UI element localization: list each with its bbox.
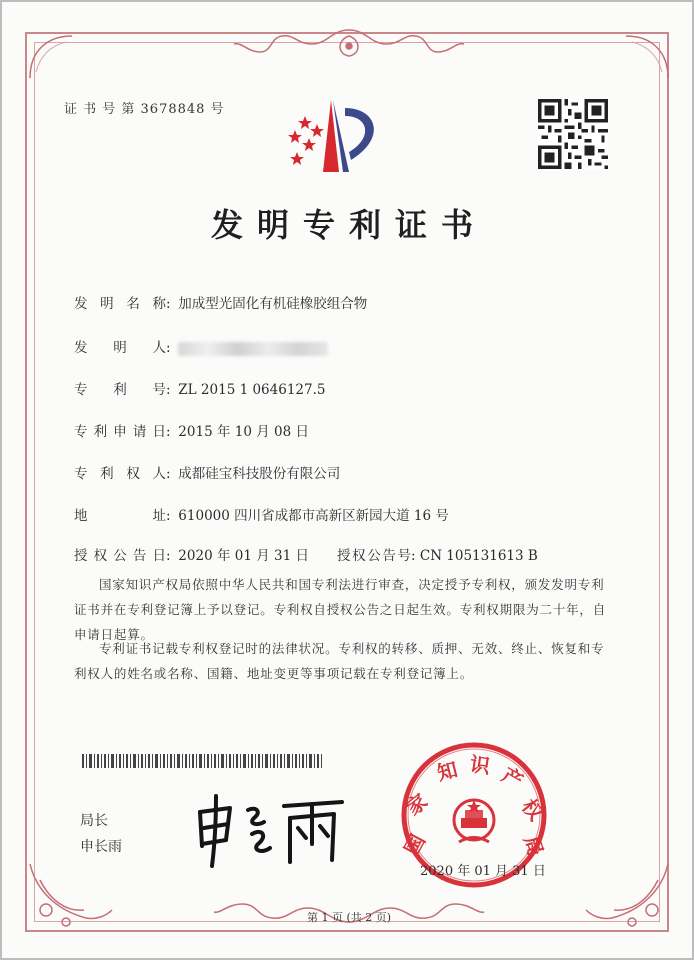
patentee-value: 成都硅宝科技股份有限公司 — [178, 466, 341, 482]
patent-number-row: 专利号: ZL 2015 1 0646127.5 — [74, 378, 325, 398]
barcode-icon — [82, 754, 322, 768]
invention-name-row: 发明名称: 加成型光固化有机硅橡胶组合物 — [74, 292, 367, 312]
invention-name-value: 加成型光固化有机硅橡胶组合物 — [178, 296, 368, 312]
grant-number-row: 授权公告号: CN 105131613 B — [337, 544, 538, 564]
inventor-value-redacted — [178, 342, 328, 356]
filing-date-value: 2015 年 10 月 08 日 — [178, 424, 309, 440]
address-row: 地址: 610000 四川省成都市高新区新园大道 16 号 — [74, 504, 449, 524]
top-ornament — [232, 26, 466, 60]
qr-code-icon — [538, 99, 608, 169]
statement-paragraph-2: 专利证书记载专利权登记时的法律状况。专利权的转移、质押、无效、终止、恢复和专利权人的姓名或名称、国籍、地址变更等事项记载在专利登记簿上。 — [74, 641, 605, 681]
cnipa-logo-icon — [287, 94, 397, 176]
filing-date-row: 专利申请日: 2015 年 10 月 08 日 — [74, 420, 309, 440]
svg-text:权: 权 — [516, 794, 549, 825]
grant-date-value: 2020 年 01 月 31 日 — [178, 548, 309, 564]
director-title: 局长 — [80, 813, 108, 829]
patentee-label: 专利权人 — [74, 466, 166, 482]
inventor-label: 发明人 — [74, 340, 166, 356]
director-name: 申长雨 — [80, 839, 122, 855]
svg-text:产: 产 — [497, 762, 528, 794]
svg-text:局: 局 — [519, 832, 549, 860]
address-value: 610000 四川省成都市高新区新园大道 16 号 — [178, 508, 449, 524]
certificate-number: 证 书 号 第 3678848 号 — [64, 102, 225, 117]
grant-number-label: 授权公告号 — [337, 548, 411, 564]
svg-text:知: 知 — [434, 757, 460, 786]
corner-ornament-tr — [622, 32, 672, 82]
grant-date-label: 授权公告日 — [74, 548, 166, 564]
invention-name-label: 发明名称 — [74, 296, 166, 312]
grant-date-row: 授权公告日: 2020 年 01 月 31 日 — [74, 544, 309, 564]
page-number: 第 1 页 (共 2 页) — [306, 911, 392, 924]
address-label: 地址 — [74, 508, 166, 524]
corner-ornament-tl — [26, 32, 76, 82]
svg-text:国: 国 — [399, 830, 431, 860]
director-signature — [192, 784, 352, 868]
grant-number-value: CN 105131613 B — [419, 548, 538, 564]
svg-text:家: 家 — [401, 788, 432, 821]
seal-date: 2020 年 01 月 31 日 — [420, 864, 546, 879]
inventor-row: 发明人: — [74, 336, 328, 356]
svg-text:识: 识 — [468, 751, 492, 779]
statement-paragraph-1: 国家知识产权局依照中华人民共和国专利法进行审查，决定授予专利权，颁发发明专利证书并在专利登记簿上予以登记。专利权自授权公告之日起生效。专利权期限为二十年，自申请日起算。 — [74, 577, 607, 642]
patent-number-value: ZL 2015 1 0646127.5 — [178, 382, 326, 398]
patent-number-label: 专利号 — [74, 382, 166, 398]
filing-date-label: 专利申请日 — [74, 424, 166, 440]
document-title: 发明专利证书 — [210, 206, 487, 244]
patentee-row: 专利权人: 成都硅宝科技股份有限公司 — [74, 462, 340, 482]
